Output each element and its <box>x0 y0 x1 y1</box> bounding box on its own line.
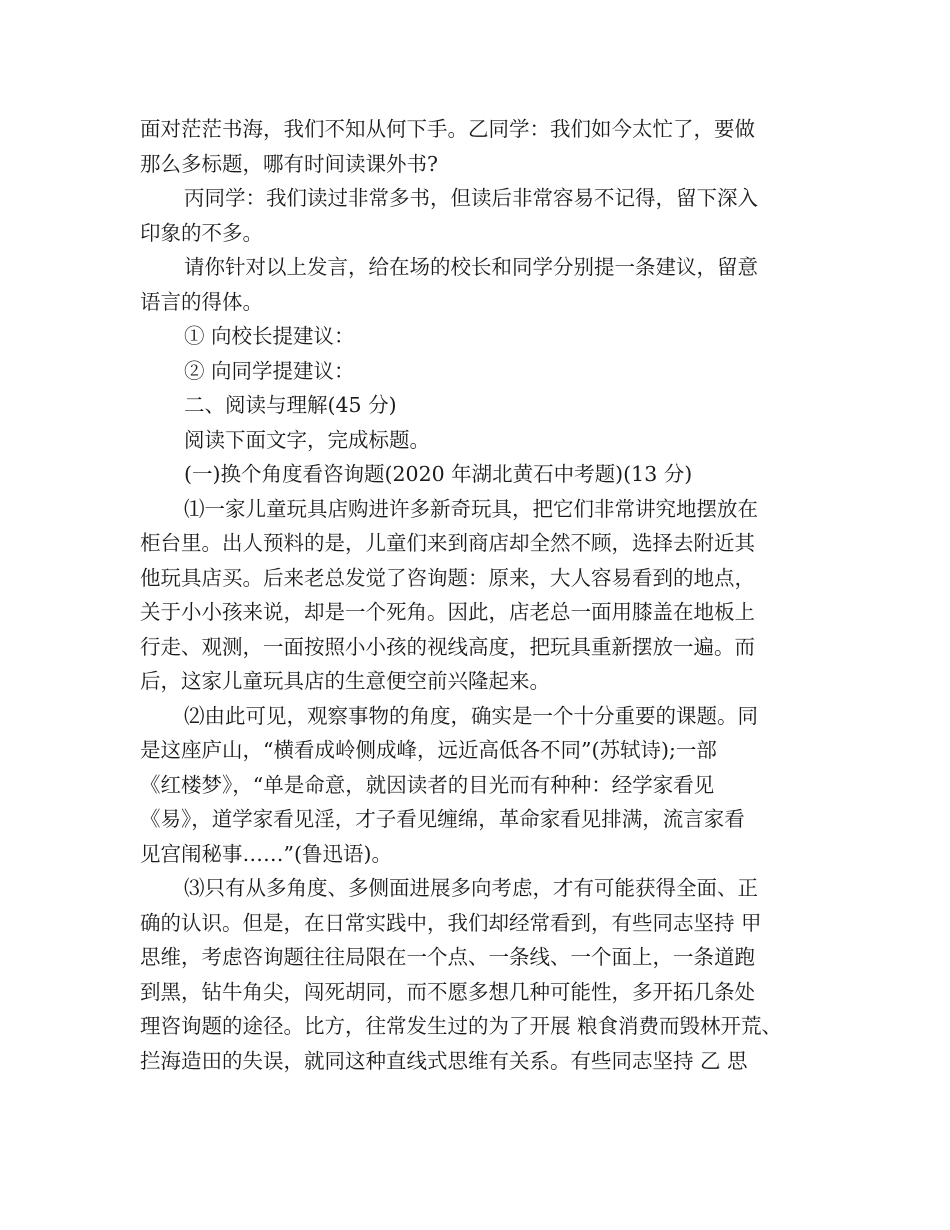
text-line: 请你针对以上发言，给在场的校长和同学分别提一条建议，留意 <box>184 255 758 279</box>
text-line: 丙同学：我们读过非常多书，但读后非常容易不记得，留下深入 <box>184 186 758 210</box>
paragraph-1-start: ⑴一家儿童玩具店购进许多新奇玩具，把它们非常讲究地摆放在 <box>184 496 758 521</box>
text-line: 那么多标题，哪有时间读课外书? <box>140 151 438 176</box>
text-line: ② 向同学提建议： <box>184 358 355 383</box>
text-line: 柜台里。出人预料的是，儿童们来到商店却全然不顾，选择去附近其 <box>140 531 755 555</box>
text-line: 面对茫茫书海，我们不知从何下手。乙同学：我们如今太忙了，要做 <box>140 117 755 141</box>
paragraph-2-start: ⑵由此可见，观察事物的角度，确实是一个十分重要的课题。同 <box>184 703 758 728</box>
text-line: 他玩具店买。后来老总发觉了咨询题：原来，大人容易看到的地点， <box>140 565 755 590</box>
text-line: 印象的不多。 <box>140 220 263 245</box>
text-line: 是这座庐山，“横看成岭侧成峰，远近高低各不同”(苏轼诗);一部 <box>140 738 717 762</box>
text-line: 行走、观测，一面按照小小孩的视线高度，把玩具重新摆放一遍。而 <box>140 634 755 659</box>
text-line: ① 向校长提建议： <box>184 324 355 348</box>
document-page <box>140 112 820 1078</box>
text-line: 到黑，钻牛角尖，闯死胡同，而不愿多想几种可能性，多开拓几条处 <box>140 979 755 1004</box>
text-line: 见宫闱秘事……”(鲁迅语)。 <box>140 841 392 866</box>
text-line: 拦海造田的失误，就同这种直线式思维有关系。有些同志坚持 乙 思 <box>140 1048 748 1073</box>
text-line: 理咨询题的途径。比方，往常发生过的为了开展 粮食消费而毁林开荒、 <box>140 1014 783 1038</box>
text-line: 确的认识。但是，在日常实践中，我们却经常看到，有些同志坚持 甲 <box>140 910 762 935</box>
text-line: 后，这家儿童玩具店的生意便空前兴隆起来。 <box>140 669 550 693</box>
text-line: 《红楼梦》，“单是命意，就因读者的目光而有种种：经学家看见 <box>140 772 715 797</box>
instruction-line: 阅读下面文字，完成标题。 <box>184 427 430 452</box>
section-heading: 二、阅读与理解(45 分) <box>184 393 397 417</box>
text-line: 《易》，道学家看见淫，才子看见缠绵，革命家看见排满，流言家看 <box>140 807 745 831</box>
text-line: 关于小小孩来说，却是一个死角。因此，店老总一面用膝盖在地板上 <box>140 600 755 624</box>
passage-title: (一)换个角度看咨询题(2020 年湖北黄石中考题)(13 分) <box>184 462 693 486</box>
paragraph-3-start: ⑶只有从多角度、多侧面进展多向考虑，才有可能获得全面、正 <box>184 876 758 900</box>
text-line: 语言的得体。 <box>140 289 263 314</box>
text-line: 思维，考虑咨询题往往局限在一个点、一条线、一个面上，一条道跑 <box>140 945 755 969</box>
